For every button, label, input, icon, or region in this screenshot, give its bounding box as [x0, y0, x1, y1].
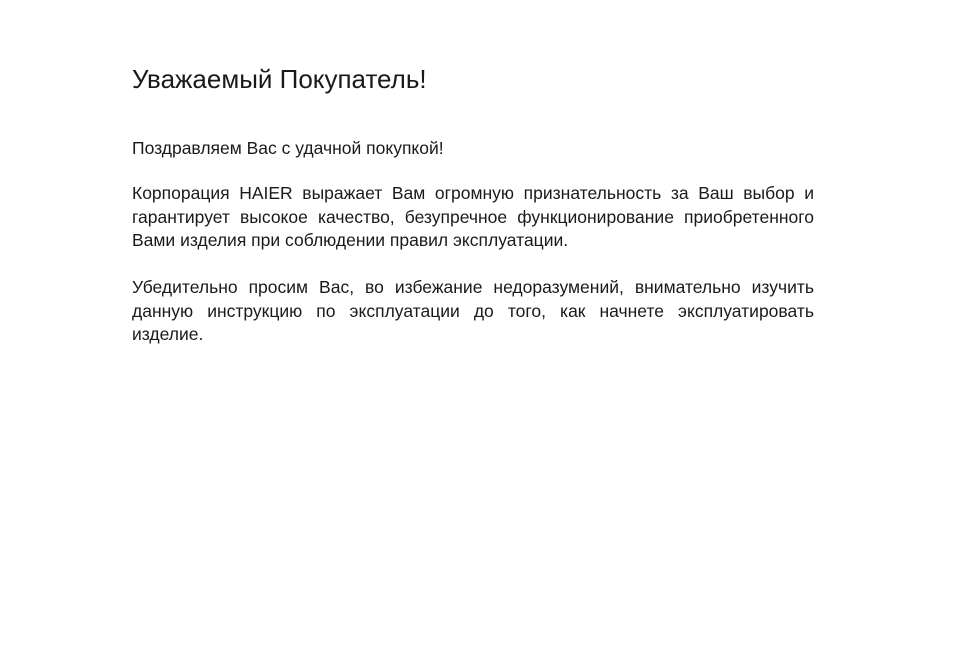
page-title: Уважаемый Покупатель! — [132, 64, 427, 94]
greeting-paragraph: Поздравляем Вас с удачной покупкой! — [132, 138, 444, 158]
gratitude-paragraph: Корпорация HAIER выражает Вам огромную признательность за Ваш выбор и гарантирует высокое качество, безупречное функционирование приобретенного Вами изделия при соблюдении правил эксплуатации. — [132, 183, 814, 250]
instruction-paragraph: Убедительно просим Вас, во избежание недоразумений, внимательно изучить данную инструкцию по эксплуатации до того, как начнете эксплуатировать изделие. — [132, 277, 814, 344]
